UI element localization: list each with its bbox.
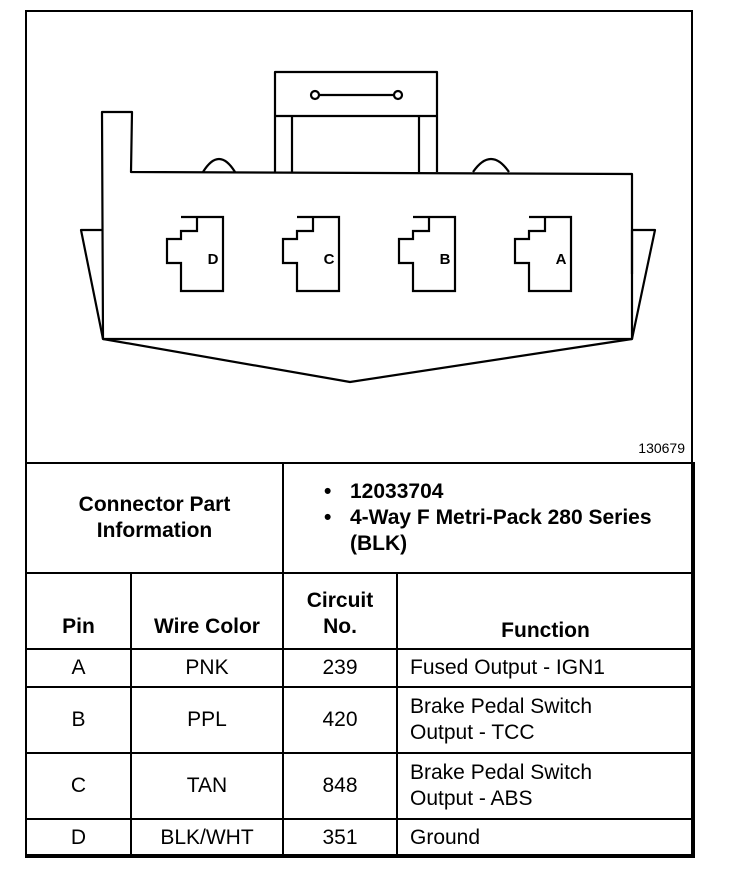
wire-color-cell: TAN [131, 753, 283, 819]
function-line1: Fused Output - IGN1 [410, 656, 605, 679]
pin-cavity-label: B [439, 251, 451, 268]
header-circuit-line2: No. [323, 615, 357, 638]
pin-cell: B [26, 687, 131, 753]
header-pin: Pin [26, 573, 131, 649]
info-label-line1: Connector Part [78, 493, 231, 516]
bottom-pointer [103, 339, 632, 382]
circuit-cell: 420 [283, 687, 397, 753]
right-flange [632, 230, 655, 339]
connector-info-label [26, 463, 283, 573]
left-flange [81, 230, 103, 339]
function-cell [397, 753, 694, 819]
table-row [26, 649, 694, 687]
function-line1: Brake Pedal Switch [410, 695, 593, 718]
table-header-row [26, 573, 694, 649]
lock-tab-outline [275, 72, 437, 172]
circuit-cell: 848 [283, 753, 397, 819]
connector-info-row [26, 463, 694, 573]
function-cell [397, 819, 694, 857]
header-function: Function [397, 573, 694, 649]
pin-cavity-label: C [323, 251, 335, 268]
wire-color-cell: PPL [131, 687, 283, 753]
function-line1: Brake Pedal Switch [410, 761, 593, 784]
header-circuit-no [283, 573, 397, 649]
table-row [26, 819, 694, 857]
pin-cell: A [26, 649, 131, 687]
right-bump [473, 159, 509, 172]
connector-info-list [283, 463, 694, 573]
wire-color-cell: BLK/WHT [131, 819, 283, 857]
header-wire-color: Wire Color [131, 573, 283, 649]
circuit-cell: 351 [283, 819, 397, 857]
function-line2: Output - TCC [410, 721, 535, 744]
pin-cavity-label: D [207, 251, 219, 268]
pin-cell: D [26, 819, 131, 857]
part-number: • 12033704 [324, 479, 693, 505]
function-line1: Ground [410, 826, 481, 849]
table-row [26, 687, 694, 753]
function-cell [397, 649, 694, 687]
wire-color-cell: PNK [131, 649, 283, 687]
left-bump [203, 159, 235, 172]
connector-figure [25, 10, 693, 856]
function-line2: Output - ABS [410, 787, 533, 810]
circuit-cell: 239 [283, 649, 397, 687]
function-cell [397, 687, 694, 753]
pin-cell: C [26, 753, 131, 819]
connector-pinout-table [25, 462, 695, 858]
info-label-line2: Information [96, 519, 213, 542]
header-circuit-line1: Circuit [306, 589, 374, 612]
table-row [26, 753, 694, 819]
pin-cavity-label: A [555, 251, 567, 268]
connector-description: • 4-Way F Metri-Pack 280 Series (BLK) [324, 505, 693, 557]
connector-face-diagram [27, 12, 691, 462]
figure-number: 130679 [638, 440, 685, 456]
